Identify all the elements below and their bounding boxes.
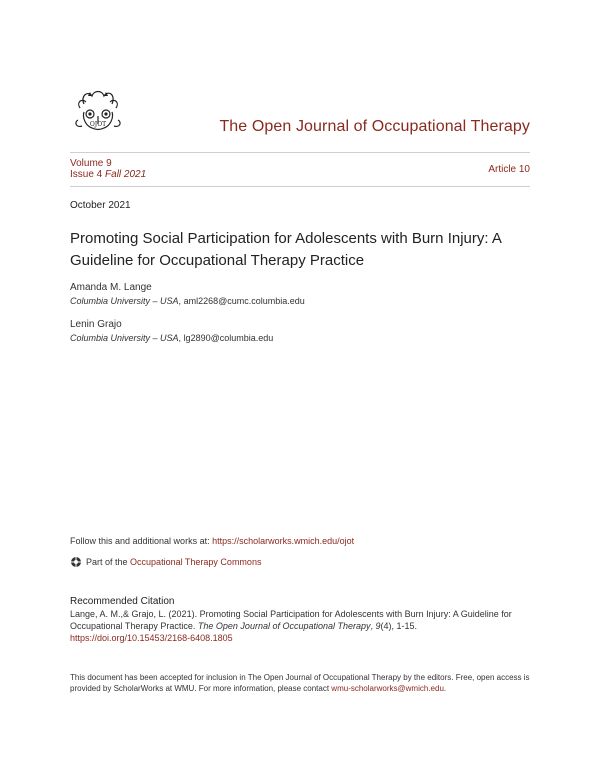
journal-title: The Open Journal of Occupational Therapy [219, 118, 530, 135]
issue-number: Issue 4 [70, 169, 103, 180]
affiliation-name: Columbia University – USA [70, 296, 179, 306]
issue-season: Fall 2021 [105, 169, 147, 180]
citation-pages: (4), 1-15. [380, 621, 418, 631]
citation-journal: The Open Journal of Occupational Therapy [197, 621, 371, 631]
commons-link[interactable]: Occupational Therapy Commons [130, 557, 262, 567]
ojot-journal-logo-icon [70, 82, 126, 138]
svg-text:OJOT: OJOT [89, 121, 107, 128]
contact-email-link[interactable]: wmu-scholarworks@wmich.edu [331, 684, 444, 693]
access-notice [70, 672, 530, 694]
author-email[interactable]: aml2268@cumc.columbia.edu [183, 296, 305, 306]
notice-end: . [443, 684, 447, 693]
citation-text [70, 608, 540, 644]
affiliation-name: Columbia University – USA [70, 333, 179, 343]
author-affiliation [70, 296, 305, 306]
publication-date: October 2021 [70, 200, 131, 211]
follow-link[interactable]: https://scholarworks.wmich.edu/ojot [212, 536, 355, 546]
citation-volume: 9 [375, 621, 381, 631]
issue-label [70, 169, 146, 180]
author-name: Lenin Grajo [70, 319, 122, 330]
volume-label: Volume 9 [70, 158, 112, 169]
citation-heading: Recommended Citation [70, 596, 175, 607]
part-of-prefix: Part of the [86, 557, 128, 567]
article-number: Article 10 [488, 164, 530, 175]
part-of-line [70, 556, 261, 568]
citation-comma: , [370, 621, 376, 631]
affiliation-separator: , [178, 296, 184, 306]
author-affiliation [70, 333, 273, 343]
author-email[interactable]: lg2890@columbia.edu [183, 333, 274, 343]
notice-text: This document has been accepted for inclusion in The Open Journal of Occupational Therapy by the editors. Free, open access is provided by ScholarWorks at WMU. For more information, please contact [70, 673, 530, 693]
paper-title: Promoting Social Participation for Adolescents with Burn Injury: A Guideline for Occupational Therapy Practice [70, 230, 502, 269]
doi-link[interactable]: https://doi.org/10.15453/2168-6408.1805 [70, 633, 233, 643]
affiliation-separator: , [178, 333, 184, 343]
author-name: Amanda M. Lange [70, 282, 152, 293]
citation-body: Lange, A. M.,& Grajo, L. (2021). Promoting Social Participation for Adolescents with Burn Injury: A Guideline for Occupational Therapy Practice. [70, 609, 512, 631]
header-rule-top [70, 152, 530, 153]
network-icon [70, 556, 82, 568]
follow-line [70, 536, 354, 546]
follow-text: Follow this and additional works at: [70, 536, 213, 546]
header-rule-bottom [70, 186, 530, 187]
